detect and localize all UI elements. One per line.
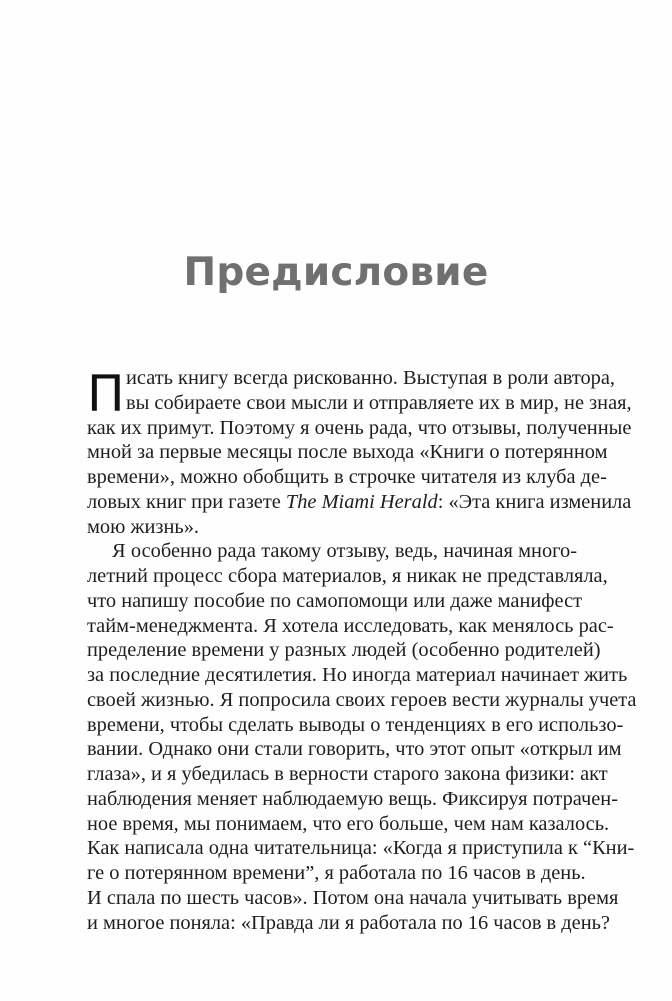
text-line: за последние десятилетия. Но иногда материал начинает жить (87, 664, 628, 686)
text-line: как их примут. Поэтому я очень рада, что отзывы, полученные (87, 416, 632, 439)
text-line (87, 490, 632, 515)
chapter-title: Предисловие (183, 250, 489, 295)
text-line: наблюдения меняет наблюдаемую вещь. Фиксируя потрачен- (87, 787, 619, 810)
text-line: вы собираете свои мысли и отправляете их в мир, не зная, (126, 391, 632, 414)
text-segment: ловых книг при газете (87, 490, 286, 513)
text-line: Я особенно рада такому отзыву, ведь, начиная много- (112, 540, 577, 563)
text-line: Как написала одна читательница: «Когда я приступила к “Кни- (87, 837, 635, 860)
paragraph-2 (87, 539, 637, 935)
text-line: времени, чтобы сделать выводы о тенденциях в его использо- (87, 713, 624, 736)
text-line: мной за первые месяцы после выхода «Книги о потерянном (87, 441, 608, 464)
drop-cap: П (87, 365, 125, 423)
text-segment: : «Эта книга изменила (437, 490, 632, 513)
text-line: ге о потерянном времени”, я работала по 16 часов в день. (87, 862, 586, 884)
text-line: исать книгу всегда рискованно. Выступая в роли автора, (126, 367, 616, 389)
text-line: времени», можно обобщить в строчке читателя из клуба де- (87, 466, 607, 488)
paragraph-1 (87, 366, 632, 539)
text-line: глаза», и я убедилась в верности старого закона физики: акт (87, 763, 608, 785)
text-line: своей жизнью. Я попросила своих героев вести журналы учета (87, 688, 637, 711)
text-line: тайм-менеджмента. Я хотела исследовать, как менялось рас- (87, 614, 614, 637)
text-line: что напишу пособие по самопомощи или даже манифест (87, 589, 583, 612)
text-line: и многое поняла: «Правда ли я работала по 16 часов в день? (87, 911, 610, 934)
text-line: ное время, мы понимаем, что его больше, чем нам казалось. (87, 812, 610, 835)
text-line: вании. Однако они стали говорить, что этот опыт «открыл им (87, 738, 622, 761)
newspaper-title: The Miami Herald (285, 490, 438, 513)
text-line: мою жизнь». (87, 515, 199, 538)
text-line: летний процесс сбора материалов, я никак не представляла, (87, 565, 608, 587)
text-line: И спала по шесть часов». Потом она начала учитывать время (87, 886, 619, 909)
body-text (87, 365, 637, 935)
text-line: пределение времени у разных людей (особенно родителей) (87, 639, 601, 662)
